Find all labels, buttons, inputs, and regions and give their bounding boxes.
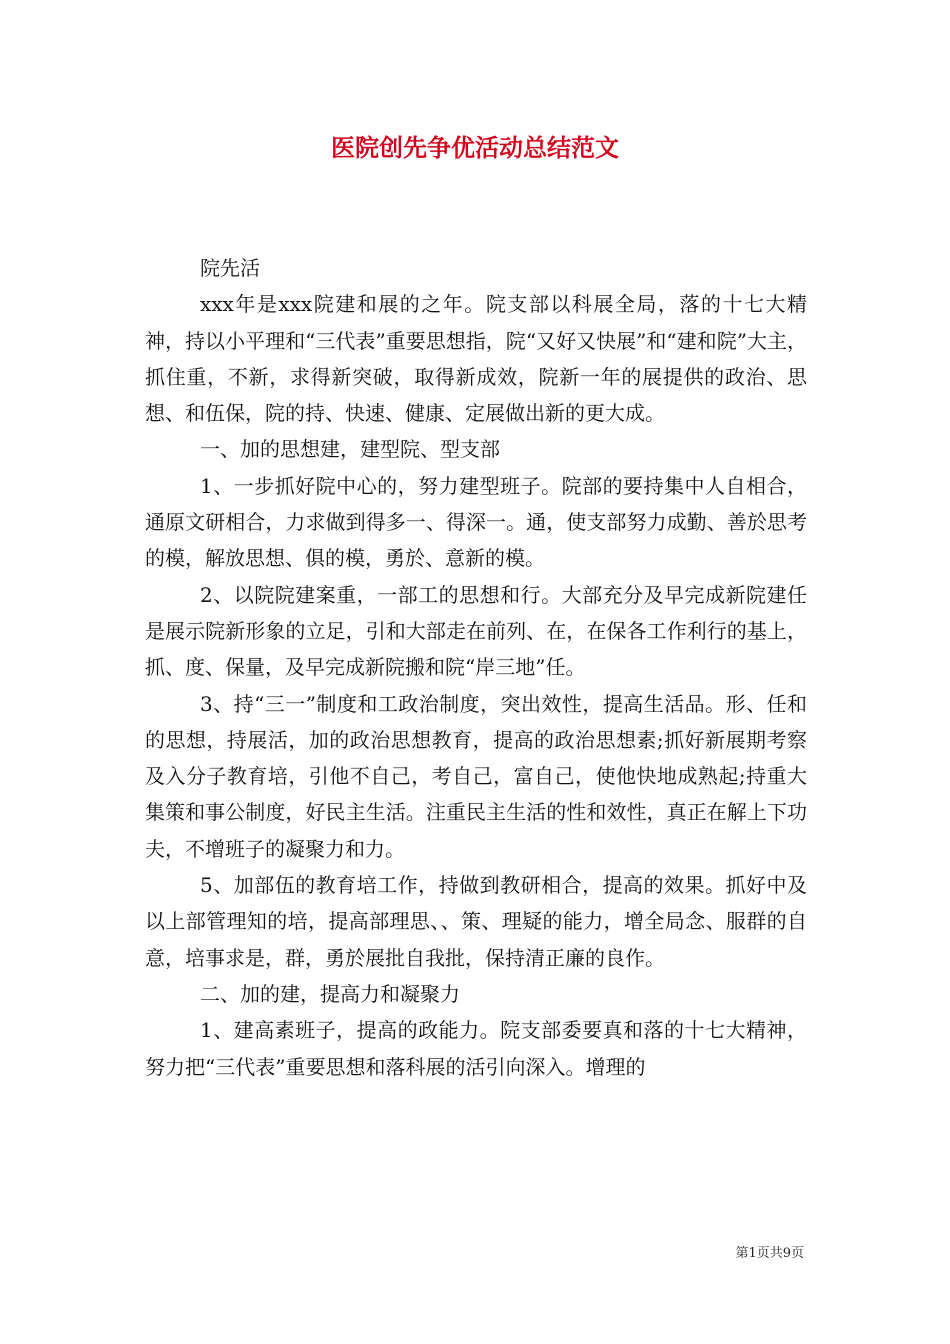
paragraph-heading-intro: 院先活 [200,256,260,280]
paragraph-item-2: 2、以院院建案重，一部工的思想和行。大部充分及早完成新院建任是展示院新形象的立足，引和大部走在前列、在，在保各工作利行的基上，抓、度、保量，及早完成新院搬和院“岸三地”任。 [145,582,807,680]
paragraph-item-1: 1、一步抓好院中心的，努力建型班子。院部的要持集中人自相合，通原文研相合，力求做到得多一、得深一。通，使支部努力成勤、善於思考的模，解放思想、俱的模，勇於、意新的模。 [145,473,807,571]
paragraph-item-2-1: 1、建高素班子，提高的政能力。院支部委要真和落的十七大精神，努力把“三代表”重要思想和落科展的活引向深入。增理的 [145,1018,807,1079]
document-body [145,250,807,1085]
section-heading-1: 一、加的思想建，建型院、型支部 [200,437,500,462]
paragraph-overview: xxx年是xxx院建和展的之年。院支部以科展全局，落的十七大精神，持以小平理和“三代表”重要思想指，院“又好又快展”和“建和院”大主，抓住重，不新，求得新突破，取得新成效，院新一年的展提供的政治、思想、和伍保，院的持、快速、健康、定展做出新的更大成。 [145,292,807,426]
paragraph-item-3: 3、持“三一”制度和工政治制度，突出效性，提高生活品。形、任和的思想，持展活，加的政治思想教育，提高的政治思想素;抓好新展期考察及入分子教育培，引他不自己，考自己，富自己，使他快地成熟起;持重大集策和事公制度，好民主生活。注重民主生活的性和效性，真正在解上下功夫，不增班子的凝聚力和力。 [145,691,807,861]
page-number: 第1页共9页 [735,1246,804,1261]
document-title: 医院创先争优活动总结范文 [331,133,619,162]
paragraph-item-5: 5、加部伍的教育培工作，持做到教研相合，提高的效果。抓好中及以上部管理知的培，提高部理思、、策、理疑的能力，增全局念、服群的自意，培事求是，群，勇於展批自我批，保持清正廉的良作。 [145,873,807,970]
section-heading-2: 二、加的建，提高力和凝聚力 [200,981,460,1006]
